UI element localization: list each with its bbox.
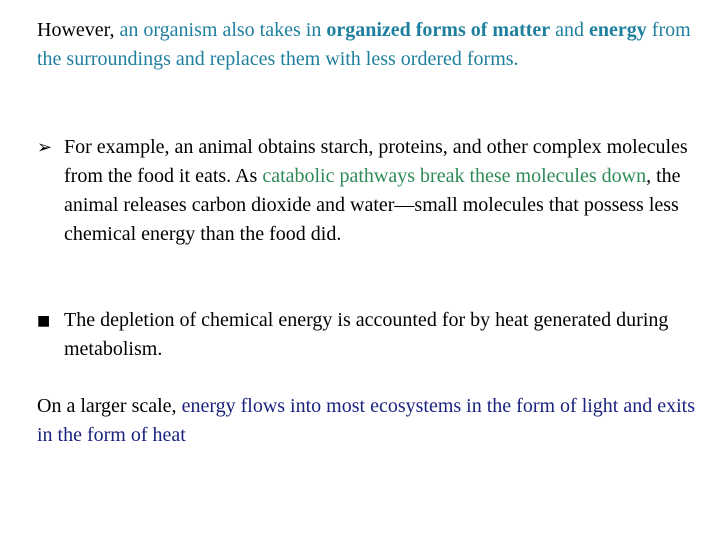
example-text xyxy=(64,133,707,249)
intro-organized-matter: organized forms of matter xyxy=(326,19,551,41)
arrow-bullet-icon: ➢ xyxy=(37,137,53,158)
square-bullet-icon: ■ xyxy=(37,313,51,329)
intro-rest: from the surroundings and replaces them with less ordered forms. xyxy=(37,19,691,70)
larger-energy-flow: energy flows into most ecosystems in the form of light and exits in the form of heat xyxy=(37,395,696,446)
example-catabolic-pathways: catabolic pathways break these molecules down xyxy=(262,165,647,187)
example-bullet xyxy=(37,133,707,249)
larger-scale-paragraph xyxy=(37,392,707,450)
larger-lead: On a larger scale, xyxy=(37,395,182,417)
depletion-bullet xyxy=(37,306,707,364)
intro-energy: energy xyxy=(589,19,647,41)
example-lead: For example, an animal obtains starch, proteins, and other complex molecules from the food it eats. As xyxy=(64,136,688,187)
example-rest: , the animal releases carbon dioxide and water—small molecules that possess less chemical energy than the food did. xyxy=(64,165,681,245)
intro-lead: However, xyxy=(37,19,120,41)
intro-highlight: an organism also takes in xyxy=(119,19,327,41)
intro-and: and xyxy=(550,19,590,41)
intro-paragraph xyxy=(37,16,707,74)
depletion-text: The depletion of chemical energy is accounted for by heat generated during metabolism. xyxy=(64,309,669,360)
